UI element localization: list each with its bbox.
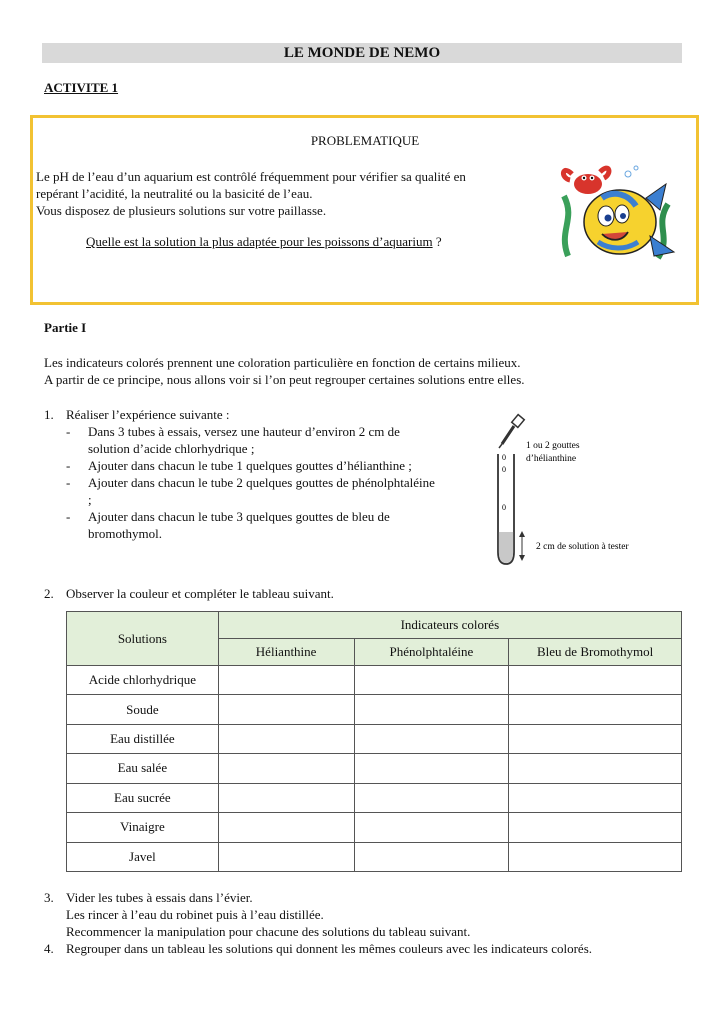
drops-label: d’hélianthine <box>526 454 577 464</box>
table-cell[interactable] <box>218 724 354 753</box>
final-steps <box>44 889 694 957</box>
table-cell[interactable] <box>218 695 354 724</box>
table-cell[interactable] <box>354 842 509 871</box>
step-text: Regrouper dans un tableau les solutions qui donnent les mêmes couleurs avec les indicateurs colorés. <box>66 941 592 956</box>
indicator-header: Bleu de Bromothymol <box>509 639 682 666</box>
problem-line: repérant l’acidité, la neutralité ou la basicité de l’eau. <box>36 186 313 201</box>
test-tube-diagram <box>490 412 660 572</box>
solutions-header: Solutions <box>67 612 219 666</box>
section-heading: Partie I <box>44 320 87 335</box>
drop-mark: 0 <box>502 465 506 474</box>
list-item: - Ajouter dans chacun le tube 2 quelques gouttes de phénolphtaléine ; <box>66 474 436 508</box>
height-label: 2 cm de solution à tester <box>536 542 629 552</box>
intro-line: A partir de ce principe, nous allons voir si l’on peut regrouper certaines solutions entre elles. <box>44 372 525 387</box>
table-cell[interactable] <box>354 813 509 842</box>
solution-name: Eau salée <box>67 754 219 783</box>
step-text: Réaliser l’expérience suivante : <box>66 407 230 422</box>
solution-name: Eau sucrée <box>67 783 219 812</box>
drops-label: 1 ou 2 gouttes <box>526 441 580 451</box>
table-cell[interactable] <box>509 813 682 842</box>
problem-question-text: Quelle est la solution la plus adaptée pour les poissons d’aquarium <box>86 234 433 249</box>
solution-name: Acide chlorhydrique <box>67 666 219 695</box>
problem-line: Le pH de l’eau d’un aquarium est contrôlé fréquemment pour vérifier sa qualité en <box>36 169 466 184</box>
step-number: 1. <box>44 407 54 422</box>
table-cell[interactable] <box>354 724 509 753</box>
list-item: - Dans 3 tubes à essais, versez une hauteur d’environ 2 cm de solution d’acide chlorhydrique ; <box>66 423 436 457</box>
step-line: Recommencer la manipulation pour chacune des solutions du tableau suivant. <box>66 924 471 939</box>
table-cell[interactable] <box>218 842 354 871</box>
table-row <box>67 842 682 871</box>
step-4 <box>44 940 694 957</box>
drop-mark: 0 <box>502 503 506 512</box>
table-cell[interactable] <box>509 754 682 783</box>
height-arrow <box>519 531 525 561</box>
table-row <box>67 783 682 812</box>
step-1 <box>44 406 444 542</box>
list-item: - Ajouter dans chacun le tube 1 quelques gouttes d’hélianthine ; <box>66 457 436 474</box>
step-number: 2. <box>44 586 54 601</box>
step-2 <box>44 585 644 602</box>
step-sub-list <box>66 423 436 542</box>
solution-name: Javel <box>67 842 219 871</box>
table-cell[interactable] <box>354 666 509 695</box>
table-cell[interactable] <box>218 666 354 695</box>
section-intro <box>44 354 664 388</box>
table-cell[interactable] <box>218 783 354 812</box>
nemo-fish-crab-illustration <box>554 160 678 266</box>
table-row <box>67 695 682 724</box>
table-row <box>67 754 682 783</box>
intro-line: Les indicateurs colorés prennent une coloration particulière en fonction de certains milieux. <box>44 355 521 370</box>
problem-question-mark: ? <box>432 234 442 249</box>
solution-name: Vinaigre <box>67 813 219 842</box>
problem-heading: PROBLEMATIQUE <box>310 133 420 148</box>
list-item: - Ajouter dans chacun le tube 3 quelques gouttes de bleu de bromothymol. <box>66 508 436 542</box>
drop-mark: 0 <box>502 453 506 462</box>
table-cell[interactable] <box>509 724 682 753</box>
dropper-icon <box>499 415 524 448</box>
activity-heading: ACTIVITE 1 <box>44 80 119 95</box>
solution-name: Eau distillée <box>67 724 219 753</box>
indicator-header: Phénolphtaléine <box>354 639 509 666</box>
problem-line: Vous disposez de plusieurs solutions sur votre paillasse. <box>36 203 327 218</box>
tube-solution <box>499 532 513 563</box>
indicators-header: Indicateurs colorés <box>218 612 681 639</box>
table-cell[interactable] <box>218 754 354 783</box>
step-text: Observer la couleur et compléter le tableau suivant. <box>66 586 334 601</box>
solution-name: Soude <box>67 695 219 724</box>
table-row <box>67 813 682 842</box>
page-title: LE MONDE DE NEMO <box>42 43 682 63</box>
step-line: Les rincer à l’eau du robinet puis à l’eau distillée. <box>66 907 324 922</box>
table-cell[interactable] <box>509 695 682 724</box>
results-table <box>66 611 682 872</box>
problem-question <box>86 234 442 250</box>
table-cell[interactable] <box>509 666 682 695</box>
table-cell[interactable] <box>509 842 682 871</box>
table-cell[interactable] <box>218 813 354 842</box>
table-cell[interactable] <box>354 754 509 783</box>
table-row <box>67 666 682 695</box>
table-cell[interactable] <box>354 695 509 724</box>
table-cell[interactable] <box>509 783 682 812</box>
step-number: 4. <box>44 941 54 956</box>
indicator-header: Hélianthine <box>218 639 354 666</box>
step-3 <box>44 889 694 940</box>
problem-text <box>36 168 536 219</box>
step-number: 3. <box>44 890 54 905</box>
table-cell[interactable] <box>354 783 509 812</box>
table-row <box>67 724 682 753</box>
step-line: Vider les tubes à essais dans l’évier. <box>66 890 253 905</box>
